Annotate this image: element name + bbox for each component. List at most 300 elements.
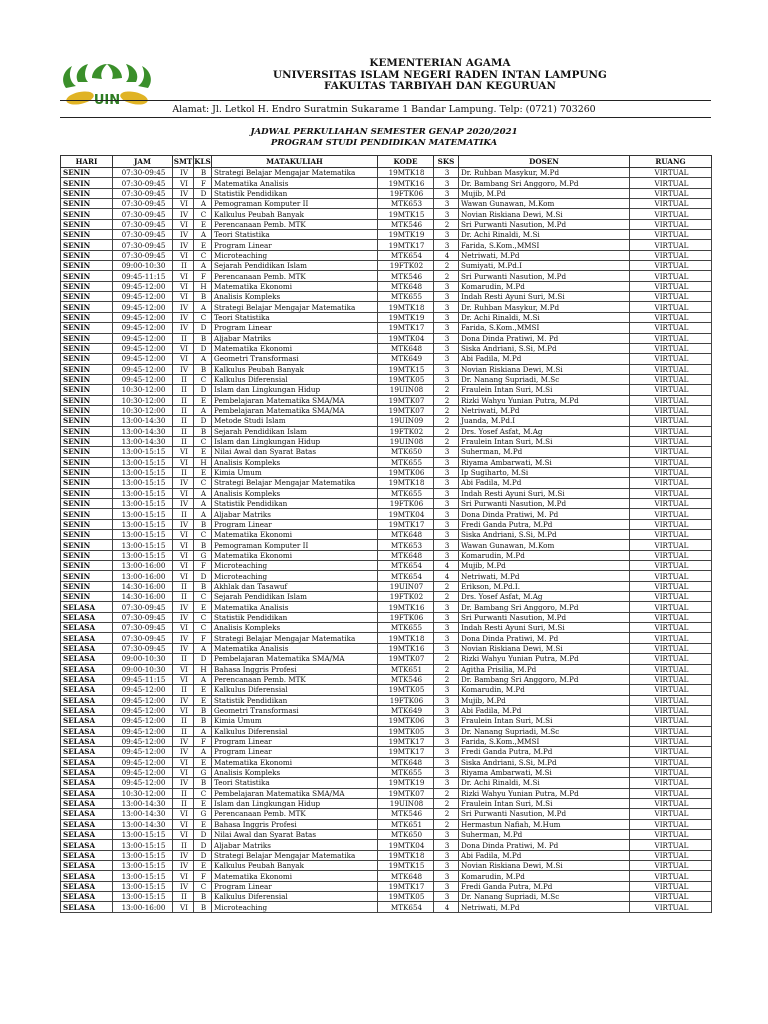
credits-cell: 3 [434,333,459,343]
credits-cell: 2 [434,436,459,446]
semester-cell: IV [173,478,194,488]
lecturer-cell: Abi Fadila, M.Pd [459,850,630,860]
semester-cell: VI [173,550,194,560]
class-cell: G [194,809,212,819]
course-cell: Strategi Belajar Mengajar Matematika [212,168,378,178]
day-cell: SELASA [61,881,113,891]
course-cell: Kalkulus Diferensial [212,685,378,695]
credits-cell: 2 [434,819,459,829]
code-cell: 19MTK04 [378,840,434,850]
time-cell: 09:45-12:00 [113,281,173,291]
credits-cell: 3 [434,881,459,891]
code-cell: 19UIN08 [378,436,434,446]
day-cell: SELASA [61,892,113,902]
university-logo [58,62,156,110]
time-cell: 07:30-09:45 [113,240,173,250]
lecturer-cell: Erikson, M.Pd.I. [459,581,630,591]
credits-cell: 4 [434,571,459,581]
lecturer-cell: Dona Dinda Pratiwi, M. Pd [459,333,630,343]
code-cell: MTK546 [378,674,434,684]
code-cell: MTK648 [378,550,434,560]
course-cell: Islam dan Lingkungan Hidup [212,436,378,446]
lecturer-cell: Siska Andriani, S.Si, M.Pd [459,530,630,540]
semester-cell: VI [173,530,194,540]
room-cell: VIRTUAL [630,530,712,540]
day-cell: SELASA [61,705,113,715]
room-cell: VIRTUAL [630,695,712,705]
time-cell: 13:00-15:15 [113,840,173,850]
class-cell: A [194,726,212,736]
letterhead [160,58,720,93]
day-cell: SENIN [61,168,113,178]
time-cell: 07:30-09:45 [113,199,173,209]
lecturer-cell: Ip Sugiharto, M.Si [459,467,630,477]
class-cell: A [194,674,212,684]
code-cell: 19FTK02 [378,592,434,602]
day-cell: SELASA [61,664,113,674]
time-cell: 09:45-12:00 [113,333,173,343]
code-cell: 19MTK05 [378,685,434,695]
day-cell: SELASA [61,623,113,633]
day-cell: SENIN [61,261,113,271]
semester-cell: VI [173,819,194,829]
code-cell: 19MTK15 [378,861,434,871]
credits-cell: 2 [434,219,459,229]
class-cell: F [194,871,212,881]
course-cell: Analisis Kompleks [212,292,378,302]
semester-cell: II [173,716,194,726]
semester-cell: II [173,385,194,395]
course-cell: Matematika Ekonomi [212,343,378,353]
table-row [61,633,712,643]
time-cell: 07:30-09:45 [113,219,173,229]
semester-cell: IV [173,323,194,333]
room-cell: VIRTUAL [630,323,712,333]
room-cell: VIRTUAL [630,643,712,653]
semester-cell: VI [173,457,194,467]
day-cell: SENIN [61,395,113,405]
class-cell: A [194,747,212,757]
credits-cell: 3 [434,188,459,198]
code-cell: 19UIN09 [378,416,434,426]
lecturer-cell: Dona Dinda Pratiwi, M. Pd [459,633,630,643]
code-cell: 19MTK17 [378,519,434,529]
table-row [61,571,712,581]
time-cell: 07:30-09:45 [113,633,173,643]
class-cell: E [194,757,212,767]
room-cell: VIRTUAL [630,892,712,902]
course-cell: Analisis Kompleks [212,457,378,467]
credits-cell: 3 [434,281,459,291]
code-cell: 19MTK04 [378,509,434,519]
course-cell: Metode Studi Islam [212,416,378,426]
table-row [61,861,712,871]
room-cell: VIRTUAL [630,178,712,188]
room-cell: VIRTUAL [630,798,712,808]
svg-text:UIN: UIN [93,93,121,108]
day-cell: SENIN [61,271,113,281]
day-cell: SENIN [61,323,113,333]
day-cell: SENIN [61,571,113,581]
day-cell: SELASA [61,809,113,819]
code-cell: 19MTK15 [378,209,434,219]
course-cell: Pembelajaran Matematika SMA/MA [212,395,378,405]
code-cell: MTK655 [378,623,434,633]
class-cell: C [194,530,212,540]
semester-cell: VI [173,488,194,498]
table-row [61,550,712,560]
credits-cell: 3 [434,199,459,209]
room-cell: VIRTUAL [630,457,712,467]
semester-cell: II [173,261,194,271]
room-cell: VIRTUAL [630,623,712,633]
table-row [61,219,712,229]
lecturer-cell: Dr. Bambang Sri Anggoro, M.Pd [459,178,630,188]
time-cell: 13:00-16:00 [113,571,173,581]
lecturer-cell: Dr. Nanang Supriadi, M.Sc [459,726,630,736]
code-cell: 19MTK18 [378,633,434,643]
course-cell: Matematika Ekonomi [212,281,378,291]
class-cell: C [194,436,212,446]
day-cell: SENIN [61,312,113,322]
lecturer-cell: Netriwati, M.Pd [459,902,630,912]
room-cell: VIRTUAL [630,850,712,860]
day-cell: SENIN [61,457,113,467]
lecturer-cell: Hermastun Nafiah, M.Hum [459,819,630,829]
day-cell: SENIN [61,509,113,519]
lecturer-cell: Mujib, M.Pd [459,561,630,571]
semester-cell: VI [173,767,194,777]
table-row [61,788,712,798]
day-cell: SENIN [61,592,113,602]
lecturer-cell: Farida, S.Kom.,MMSI [459,323,630,333]
lecturer-cell: Dona Dinda Pratiwi, M. Pd [459,840,630,850]
code-cell: MTK655 [378,292,434,302]
table-row [61,871,712,881]
day-cell: SENIN [61,416,113,426]
course-cell: Teori Statistika [212,778,378,788]
semester-cell: VI [173,271,194,281]
time-cell: 07:30-09:45 [113,612,173,622]
column-header: HARI [61,156,113,168]
room-cell: VIRTUAL [630,519,712,529]
table-row [61,778,712,788]
code-cell: MTK653 [378,540,434,550]
table-row [61,168,712,178]
lecturer-cell: Dr. Bambang Sri Anggoro, M.Pd [459,674,630,684]
semester-cell: IV [173,230,194,240]
course-cell: Perencanaan Pemb. MTK [212,219,378,229]
course-cell: Microteaching [212,250,378,260]
room-cell: VIRTUAL [630,571,712,581]
title-line-2: PROGRAM STUDI PENDIDIKAN MATEMATIKA [270,137,498,148]
lecturer-cell: Novian Riskiana Dewi, M.Si [459,364,630,374]
room-cell: VIRTUAL [630,767,712,777]
semester-cell: II [173,654,194,664]
class-cell: E [194,467,212,477]
table-row [61,199,712,209]
time-cell: 07:30-09:45 [113,178,173,188]
day-cell: SELASA [61,716,113,726]
table-row [61,623,712,633]
course-cell: Teori Statistika [212,312,378,322]
table-row [61,581,712,591]
lecturer-cell: Riyama Ambarwati, M.Si [459,767,630,777]
room-cell: VIRTUAL [630,271,712,281]
code-cell: MTK651 [378,664,434,674]
room-cell: VIRTUAL [630,602,712,612]
lecturer-cell: Komarudin, M.Pd [459,281,630,291]
lecturer-cell: Dr. Ruhban Masykur, M.Pd [459,168,630,178]
course-cell: Microteaching [212,571,378,581]
semester-cell: II [173,581,194,591]
code-cell: 19FTK02 [378,426,434,436]
day-cell: SENIN [61,550,113,560]
credits-cell: 3 [434,840,459,850]
semester-cell: II [173,509,194,519]
lecturer-cell: Dr. Achi Rinaldi, M.Si [459,230,630,240]
credits-cell: 2 [434,261,459,271]
credits-cell: 3 [434,705,459,715]
table-row [61,664,712,674]
time-cell: 07:30-09:45 [113,168,173,178]
table-row [61,757,712,767]
lecturer-cell: Rizki Wahyu Yunian Putra, M.Pd [459,788,630,798]
course-cell: Sejarah Pendidikan Islam [212,426,378,436]
semester-cell: VI [173,871,194,881]
lecturer-cell: Fraulein Intan Suri, M.Si [459,716,630,726]
lecturer-cell: Sri Purwanti Nasution, M.Pd [459,499,630,509]
lecturer-cell: Netriwati, M.Pd [459,571,630,581]
day-cell: SENIN [61,219,113,229]
credits-cell: 2 [434,654,459,664]
code-cell: 19FTK02 [378,261,434,271]
class-cell: D [194,571,212,581]
room-cell: VIRTUAL [630,674,712,684]
class-cell: C [194,250,212,260]
semester-cell: IV [173,168,194,178]
course-cell: Sejarah Pendidikan Islam [212,261,378,271]
class-cell: B [194,705,212,715]
time-cell: 13:00-15:15 [113,519,173,529]
course-cell: Kalkulus Diferensial [212,892,378,902]
class-cell: B [194,778,212,788]
course-cell: Program Linear [212,747,378,757]
room-cell: VIRTUAL [630,261,712,271]
lecturer-cell: Abi Fadila, M.Pd [459,705,630,715]
course-cell: Islam dan Lingkungan Hidup [212,798,378,808]
lecturer-cell: Sri Purwanti Nasution, M.Pd [459,219,630,229]
semester-cell: II [173,788,194,798]
table-row [61,881,712,891]
day-cell: SELASA [61,798,113,808]
course-cell: Analisis Kompleks [212,488,378,498]
credits-cell: 3 [434,540,459,550]
course-cell: Statistik Pendidikan [212,499,378,509]
code-cell: 19MTK05 [378,726,434,736]
day-cell: SENIN [61,281,113,291]
semester-cell: IV [173,602,194,612]
code-cell: MTK648 [378,281,434,291]
time-cell: 13:00-16:00 [113,902,173,912]
course-cell: Strategi Belajar Mengajar Matematika [212,302,378,312]
time-cell: 09:00-10:30 [113,664,173,674]
time-cell: 07:30-09:45 [113,623,173,633]
time-cell: 09:00-10:30 [113,654,173,664]
room-cell: VIRTUAL [630,416,712,426]
table-row [61,395,712,405]
course-cell: Kalkulus Peubah Banyak [212,861,378,871]
credits-cell: 2 [434,271,459,281]
time-cell: 13:00-15:15 [113,871,173,881]
credits-cell: 4 [434,250,459,260]
code-cell: MTK654 [378,571,434,581]
class-cell: E [194,685,212,695]
course-cell: Matematika Ekonomi [212,530,378,540]
semester-cell: IV [173,850,194,860]
room-cell: VIRTUAL [630,364,712,374]
course-cell: Geometri Transformasi [212,705,378,715]
lecturer-cell: Juanda, M.Pd.I [459,416,630,426]
class-cell: G [194,550,212,560]
credits-cell: 3 [434,612,459,622]
time-cell: 09:45-12:00 [113,778,173,788]
class-cell: B [194,716,212,726]
semester-cell: II [173,840,194,850]
semester-cell: IV [173,861,194,871]
semester-cell: VI [173,281,194,291]
code-cell: 19MTK18 [378,850,434,860]
column-header: JAM [113,156,173,168]
room-cell: VIRTUAL [630,230,712,240]
course-cell: Aljabar Matriks [212,333,378,343]
time-cell: 13:00-15:15 [113,830,173,840]
time-cell: 10:30-12:00 [113,405,173,415]
credits-cell: 2 [434,674,459,684]
course-cell: Analisis Kompleks [212,623,378,633]
class-cell: E [194,447,212,457]
day-cell: SELASA [61,778,113,788]
table-row [61,343,712,353]
time-cell: 09:45-12:00 [113,747,173,757]
course-cell: Perencanaan Pemb. MTK [212,809,378,819]
day-cell: SENIN [61,209,113,219]
room-cell: VIRTUAL [630,405,712,415]
semester-cell: IV [173,519,194,529]
class-cell: B [194,581,212,591]
code-cell: 19FTK06 [378,612,434,622]
semester-cell: IV [173,633,194,643]
table-row [61,602,712,612]
table-row [61,767,712,777]
day-cell: SENIN [61,292,113,302]
document-title [0,127,768,148]
room-cell: VIRTUAL [630,312,712,322]
credits-cell: 3 [434,499,459,509]
class-cell: B [194,333,212,343]
table-body [61,168,712,913]
table-row [61,426,712,436]
course-cell: Nilai Awal dan Syarat Batas [212,447,378,457]
day-cell: SENIN [61,540,113,550]
course-cell: Statistik Pendidikan [212,188,378,198]
table-row [61,271,712,281]
class-cell: E [194,240,212,250]
table-row [61,312,712,322]
day-cell: SENIN [61,374,113,384]
code-cell: MTK546 [378,271,434,281]
credits-cell: 3 [434,757,459,767]
table-row [61,333,712,343]
lecturer-cell: Dr. Nanang Supriadi, M.Sc [459,892,630,902]
room-cell: VIRTUAL [630,188,712,198]
room-cell: VIRTUAL [630,395,712,405]
credits-cell: 3 [434,623,459,633]
code-cell: 19MTK17 [378,323,434,333]
table-row [61,830,712,840]
room-cell: VIRTUAL [630,540,712,550]
course-cell: Program Linear [212,323,378,333]
class-cell: B [194,892,212,902]
day-cell: SENIN [61,250,113,260]
column-header: MATAKULIAH [212,156,378,168]
semester-cell: II [173,592,194,602]
time-cell: 13:00-15:15 [113,467,173,477]
table-row [61,188,712,198]
course-cell: Statistik Pendidikan [212,612,378,622]
lecturer-cell: Dona Dinda Pratiwi, M. Pd [459,509,630,519]
credits-cell: 3 [434,509,459,519]
lecturer-cell: Sumiyati, M.Pd.I [459,261,630,271]
day-cell: SENIN [61,447,113,457]
code-cell: 19MTK16 [378,602,434,612]
course-cell: Statistik Pendidikan [212,695,378,705]
time-cell: 07:30-09:45 [113,209,173,219]
time-cell: 07:30-09:45 [113,643,173,653]
class-cell: C [194,374,212,384]
table-row [61,374,712,384]
course-cell: Nilai Awal dan Syarat Batas [212,830,378,840]
room-cell: VIRTUAL [630,343,712,353]
class-cell: E [194,602,212,612]
day-cell: SELASA [61,840,113,850]
table-row [61,736,712,746]
table-row [61,892,712,902]
semester-cell: VI [173,571,194,581]
lecturer-cell: Sri Purwanti Nasution, M.Pd [459,271,630,281]
credits-cell: 3 [434,861,459,871]
class-cell: B [194,292,212,302]
table-row [61,685,712,695]
course-cell: Aljabar Matriks [212,509,378,519]
semester-cell: VI [173,664,194,674]
course-cell: Matematika Analisis [212,178,378,188]
room-cell: VIRTUAL [630,385,712,395]
class-cell: E [194,695,212,705]
room-cell: VIRTUAL [630,788,712,798]
lecturer-cell: Abi Fadila, M.Pd [459,354,630,364]
table-row [61,726,712,736]
credits-cell: 2 [434,664,459,674]
course-cell: Program Linear [212,519,378,529]
course-cell: Program Linear [212,881,378,891]
table-row [61,240,712,250]
credits-cell: 3 [434,726,459,736]
room-cell: VIRTUAL [630,664,712,674]
course-cell: Microteaching [212,561,378,571]
credits-cell: 3 [434,230,459,240]
address: Alamat: Jl. Letkol H. Endro Suratmin Sukarame 1 Bandar Lampung. Telp: (0721) 703260 [172,104,596,115]
